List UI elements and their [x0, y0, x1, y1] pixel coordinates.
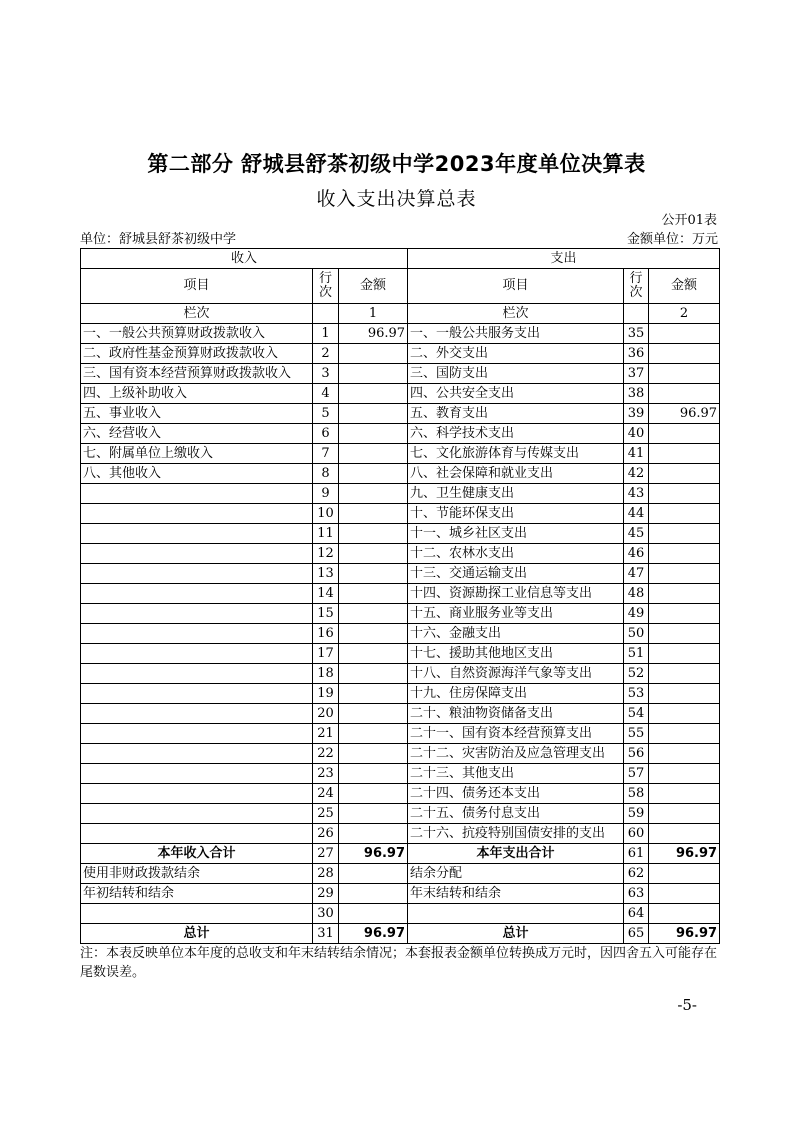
income-row-number: 3 [313, 364, 339, 384]
income-item-name [81, 584, 313, 604]
income-item-name: 六、经营收入 [81, 424, 313, 444]
expense-row-number: 56 [624, 744, 649, 764]
income-item-name [81, 724, 313, 744]
expense-amount [649, 544, 720, 564]
income-row-number: 27 [313, 844, 339, 864]
expense-header: 支出 [408, 249, 720, 269]
income-row-number: 19 [313, 684, 339, 704]
expense-row-number: 54 [624, 704, 649, 724]
expense-row-number: 41 [624, 444, 649, 464]
expense-row-number: 60 [624, 824, 649, 844]
document-title: 第二部分 舒城县舒茶初级中学2023年度单位决算表 [147, 152, 646, 176]
expense-item-name: 十五、商业服务业等支出 [408, 604, 624, 624]
expense-item-name: 二十、粮油物资储备支出 [408, 704, 624, 724]
income-row-number: 20 [313, 704, 339, 724]
expense-amount [649, 884, 720, 904]
expense-item-name: 十四、资源勘探工业信息等支出 [408, 584, 624, 604]
income-row-number: 25 [313, 804, 339, 824]
income-item-name [81, 564, 313, 584]
expense-row-number: 44 [624, 504, 649, 524]
income-amount [339, 504, 408, 524]
table-row [81, 444, 720, 464]
expense-amount [649, 424, 720, 444]
expense-item-name: 二、外交支出 [408, 344, 624, 364]
income-item-name: 二、政府性基金预算财政拨款收入 [81, 344, 313, 364]
expense-amount [649, 784, 720, 804]
expense-amount [649, 684, 720, 704]
income-item-name: 本年收入合计 [81, 844, 313, 864]
table-subtitle: 收入支出决算总表 [316, 188, 477, 210]
expense-amount [649, 864, 720, 884]
expense-amount [649, 624, 720, 644]
income-item-name: 八、其他收入 [81, 464, 313, 484]
table-row [81, 904, 720, 924]
expense-item-name: 二十三、其他支出 [408, 764, 624, 784]
expense-amount [649, 604, 720, 624]
income-row-number: 9 [313, 484, 339, 504]
table-row [81, 884, 720, 904]
income-amount [339, 764, 408, 784]
table-row [81, 744, 720, 764]
expense-row-number: 38 [624, 384, 649, 404]
expense-item-name: 六、科学技术支出 [408, 424, 624, 444]
income-row-number: 26 [313, 824, 339, 844]
table-row [81, 364, 720, 384]
table-row [81, 524, 720, 544]
income-item-name [81, 644, 313, 664]
expense-row-number: 63 [624, 884, 649, 904]
income-amount [339, 784, 408, 804]
income-amount [339, 884, 408, 904]
income-amount [339, 364, 408, 384]
form-code: 公开01表 [661, 213, 717, 228]
income-row-number: 6 [313, 424, 339, 444]
income-amount [339, 524, 408, 544]
expense-item-name: 十一、城乡社区支出 [408, 524, 624, 544]
income-amount [339, 744, 408, 764]
expense-item-name: 总计 [408, 924, 624, 944]
expense-item-name: 二十二、灾害防治及应急管理支出 [408, 744, 624, 764]
budget-table [80, 248, 720, 944]
income-column-number: 1 [339, 304, 408, 324]
income-item-name [81, 684, 313, 704]
income-item-name: 总计 [81, 924, 313, 944]
income-item-name: 年初结转和结余 [81, 884, 313, 904]
currency-label: 金额单位：万元 [626, 232, 718, 247]
income-item-name [81, 824, 313, 844]
expense-row-number: 36 [624, 344, 649, 364]
expense-amount [649, 804, 720, 824]
income-row-number: 11 [313, 524, 339, 544]
income-amount [339, 584, 408, 604]
table-row [81, 384, 720, 404]
income-header: 收入 [81, 249, 408, 269]
table-row [81, 504, 720, 524]
expense-row-number: 47 [624, 564, 649, 584]
income-amount [339, 624, 408, 644]
column-label-row [81, 304, 720, 324]
table-row [81, 784, 720, 804]
expense-item-name: 十六、金融支出 [408, 624, 624, 644]
expense-row-number: 45 [624, 524, 649, 544]
expense-amount: 96.97 [649, 924, 720, 944]
income-row-number: 7 [313, 444, 339, 464]
expense-amount [649, 484, 720, 504]
income-column-label: 栏次 [81, 304, 313, 324]
income-amount [339, 544, 408, 564]
income-amount [339, 824, 408, 844]
income-item-name [81, 744, 313, 764]
expense-amount [649, 644, 720, 664]
income-item-name [81, 604, 313, 624]
expense-row-number: 55 [624, 724, 649, 744]
expense-amount [649, 664, 720, 684]
income-rowno-header [313, 269, 339, 304]
income-row-number: 14 [313, 584, 339, 604]
income-item-name [81, 624, 313, 644]
income-item-name [81, 784, 313, 804]
expense-row-number: 53 [624, 684, 649, 704]
income-amount [339, 444, 408, 464]
income-item-name [81, 664, 313, 684]
income-row-number: 15 [313, 604, 339, 624]
income-item-name [81, 544, 313, 564]
expense-row-number: 42 [624, 464, 649, 484]
header-row-columns [81, 269, 720, 304]
table-row [81, 704, 720, 724]
header-row-sections [81, 249, 720, 269]
expense-amount [649, 324, 720, 344]
table-row [81, 864, 720, 884]
table-row [81, 604, 720, 624]
income-amount [339, 864, 408, 884]
expense-amount [649, 444, 720, 464]
expense-item-name: 一、一般公共服务支出 [408, 324, 624, 344]
expense-row-number: 39 [624, 404, 649, 424]
footnote: 注：本表反映单位本年度的总收支和年末结转结余情况；本套报表金额单位转换成万元时，因四舍五入可能存在尾数误差。 [80, 946, 718, 980]
income-row-number: 16 [313, 624, 339, 644]
income-item-name: 四、上级补助收入 [81, 384, 313, 404]
income-item-name: 使用非财政拨款结余 [81, 864, 313, 884]
income-row-number: 8 [313, 464, 339, 484]
table-row [81, 424, 720, 444]
expense-row-number: 51 [624, 644, 649, 664]
income-amount: 96.97 [339, 844, 408, 864]
expense-amount [649, 764, 720, 784]
income-item-name [81, 504, 313, 524]
expense-row-number: 65 [624, 924, 649, 944]
rowno-header-top: 行 [318, 271, 332, 286]
expense-row-number: 64 [624, 904, 649, 924]
income-row-number: 22 [313, 744, 339, 764]
expense-row-number: 52 [624, 664, 649, 684]
table-row [81, 344, 720, 364]
income-amount [339, 724, 408, 744]
income-amount [339, 684, 408, 704]
income-amount [339, 664, 408, 684]
empty-cell [313, 304, 339, 324]
expense-amount [649, 344, 720, 364]
expense-amount-header: 金额 [649, 269, 720, 304]
table-row [81, 664, 720, 684]
expense-amount [649, 504, 720, 524]
income-row-number: 24 [313, 784, 339, 804]
income-row-number: 17 [313, 644, 339, 664]
expense-row-number: 61 [624, 844, 649, 864]
table-row [81, 764, 720, 784]
expense-item-name: 十七、援助其他地区支出 [408, 644, 624, 664]
income-row-number: 21 [313, 724, 339, 744]
expense-item-name: 七、文化旅游体育与传媒支出 [408, 444, 624, 464]
table-row [81, 324, 720, 344]
expense-item-name: 十九、住房保障支出 [408, 684, 624, 704]
table-row [81, 484, 720, 504]
expense-item-name: 十二、农林水支出 [408, 544, 624, 564]
expense-item-header: 项目 [408, 269, 624, 304]
expense-amount [649, 364, 720, 384]
income-amount-header: 金额 [339, 269, 408, 304]
expense-row-number: 48 [624, 584, 649, 604]
income-row-number: 2 [313, 344, 339, 364]
income-row-number: 18 [313, 664, 339, 684]
table-row [81, 564, 720, 584]
income-item-header: 项目 [81, 269, 313, 304]
income-row-number: 1 [313, 324, 339, 344]
income-row-number: 13 [313, 564, 339, 584]
income-row-number: 12 [313, 544, 339, 564]
expense-amount [649, 744, 720, 764]
expense-amount [649, 524, 720, 544]
expense-item-name: 三、国防支出 [408, 364, 624, 384]
expense-amount [649, 384, 720, 404]
expense-amount [649, 724, 720, 744]
expense-item-name: 结余分配 [408, 864, 624, 884]
income-amount [339, 344, 408, 364]
table-row [81, 644, 720, 664]
expense-row-number: 35 [624, 324, 649, 344]
income-amount [339, 484, 408, 504]
income-item-name: 一、一般公共预算财政拨款收入 [81, 324, 313, 344]
income-amount [339, 644, 408, 664]
expense-item-name [408, 904, 624, 924]
expense-column-label: 栏次 [408, 304, 624, 324]
expense-item-name: 四、公共安全支出 [408, 384, 624, 404]
expense-amount: 96.97 [649, 404, 720, 424]
income-item-name: 三、国有资本经营预算财政拨款收入 [81, 364, 313, 384]
table-row [81, 684, 720, 704]
expense-row-number: 43 [624, 484, 649, 504]
rowno-header-bottom: 次 [629, 285, 643, 300]
expense-row-number: 62 [624, 864, 649, 884]
income-amount [339, 424, 408, 444]
income-amount [339, 904, 408, 924]
expense-item-name: 八、社会保障和就业支出 [408, 464, 624, 484]
expense-item-name: 二十五、债务付息支出 [408, 804, 624, 824]
table-row [81, 724, 720, 744]
unit-row [80, 228, 718, 246]
expense-item-name: 二十四、债务还本支出 [408, 784, 624, 804]
expense-item-name: 十三、交通运输支出 [408, 564, 624, 584]
income-row-number: 31 [313, 924, 339, 944]
table-row [81, 544, 720, 564]
income-amount [339, 564, 408, 584]
income-amount: 96.97 [339, 324, 408, 344]
expense-row-number: 40 [624, 424, 649, 444]
income-row-number: 28 [313, 864, 339, 884]
income-amount [339, 404, 408, 424]
income-row-number: 5 [313, 404, 339, 424]
income-amount [339, 704, 408, 724]
income-item-name [81, 484, 313, 504]
income-amount [339, 384, 408, 404]
expense-row-number: 46 [624, 544, 649, 564]
table-row [81, 404, 720, 424]
income-item-name: 五、事业收入 [81, 404, 313, 424]
subtotal-row [81, 844, 720, 864]
page-number: -5- [677, 996, 697, 1014]
income-amount [339, 804, 408, 824]
income-item-name [81, 804, 313, 824]
expense-row-number: 37 [624, 364, 649, 384]
income-item-name [81, 524, 313, 544]
table-row [81, 804, 720, 824]
expense-item-name: 五、教育支出 [408, 404, 624, 424]
income-row-number: 23 [313, 764, 339, 784]
income-item-name [81, 764, 313, 784]
income-item-name [81, 904, 313, 924]
expense-rowno-header [624, 269, 649, 304]
income-row-number: 10 [313, 504, 339, 524]
income-item-name: 七、附属单位上缴收入 [81, 444, 313, 464]
expense-amount [649, 904, 720, 924]
expense-amount [649, 824, 720, 844]
expense-row-number: 49 [624, 604, 649, 624]
expense-amount: 96.97 [649, 844, 720, 864]
expense-row-number: 59 [624, 804, 649, 824]
table-row [81, 584, 720, 604]
income-amount [339, 604, 408, 624]
expense-amount [649, 584, 720, 604]
income-row-number: 30 [313, 904, 339, 924]
income-amount [339, 464, 408, 484]
rowno-header-bottom: 次 [318, 285, 332, 300]
expense-column-number: 2 [649, 304, 720, 324]
expense-item-name: 九、卫生健康支出 [408, 484, 624, 504]
expense-row-number: 58 [624, 784, 649, 804]
expense-row-number: 50 [624, 624, 649, 644]
expense-item-name: 十、节能环保支出 [408, 504, 624, 524]
table-row [81, 464, 720, 484]
expense-amount [649, 704, 720, 724]
table-row [81, 624, 720, 644]
income-amount: 96.97 [339, 924, 408, 944]
unit-label: 单位：舒城县舒茶初级中学 [80, 232, 237, 247]
income-row-number: 4 [313, 384, 339, 404]
empty-cell [624, 304, 649, 324]
total-row [81, 924, 720, 944]
expense-item-name: 年末结转和结余 [408, 884, 624, 904]
expense-amount [649, 564, 720, 584]
expense-amount [649, 464, 720, 484]
rowno-header-top: 行 [629, 271, 643, 286]
expense-item-name: 十八、自然资源海洋气象等支出 [408, 664, 624, 684]
expense-item-name: 本年支出合计 [408, 844, 624, 864]
table-row [81, 824, 720, 844]
expense-item-name: 二十六、抗疫特别国债安排的支出 [408, 824, 624, 844]
income-item-name [81, 704, 313, 724]
expense-row-number: 57 [624, 764, 649, 784]
expense-item-name: 二十一、国有资本经营预算支出 [408, 724, 624, 744]
income-row-number: 29 [313, 884, 339, 904]
